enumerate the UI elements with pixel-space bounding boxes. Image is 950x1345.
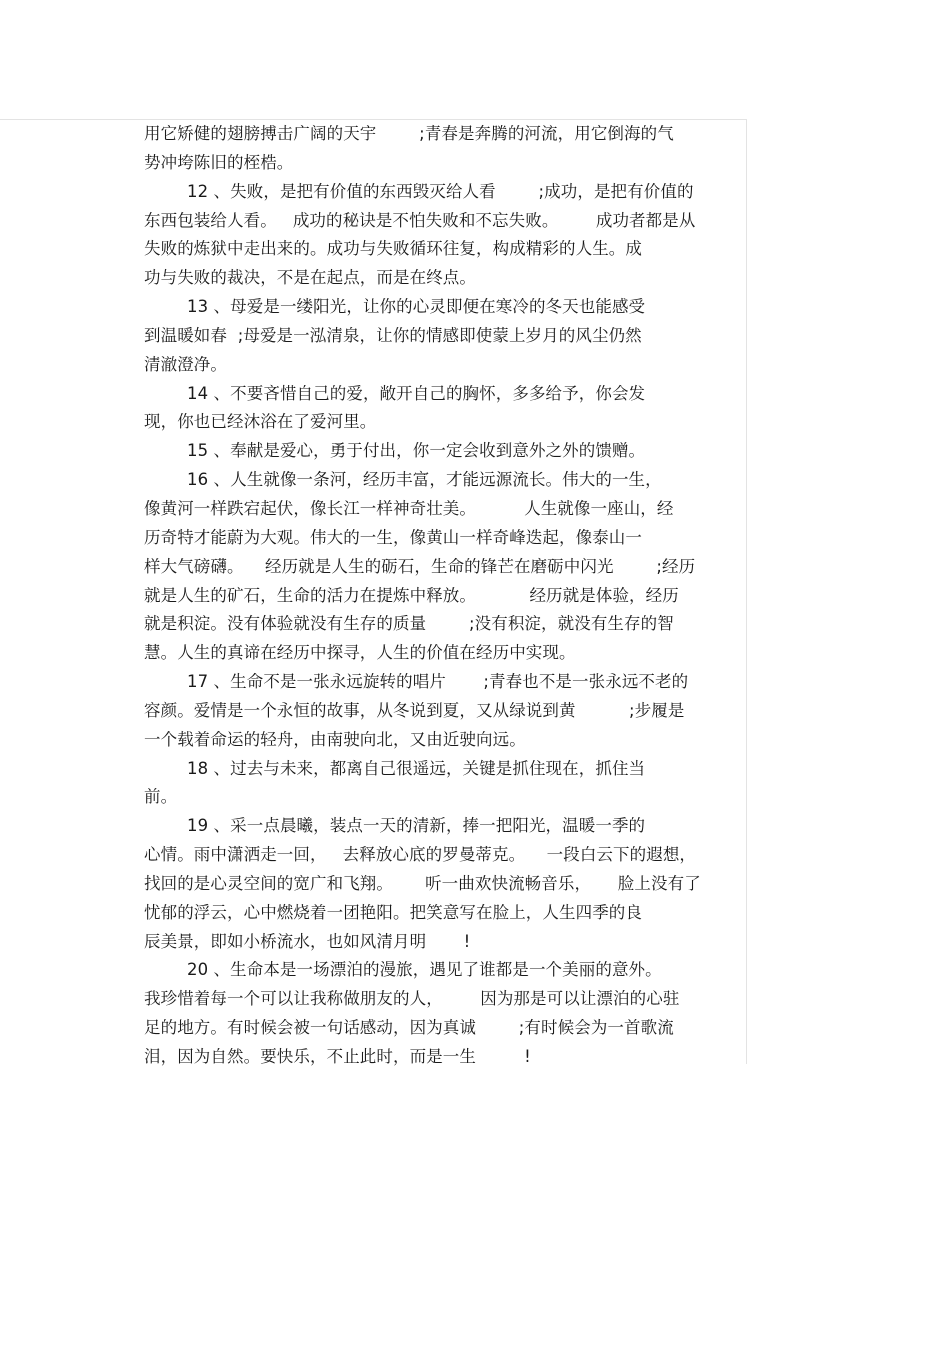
text-line: 像黄河一样跌宕起伏，像长江一样神奇壮美。 人生就像一座山，经 [144,498,674,518]
text-line: 心情。雨中潇洒走一回， 去释放心底的罗曼蒂克。 一段白云下的遐想， [144,845,697,865]
text-line: 足的地方。有时候会被一句话感动，因为真诚 ;有时候会为一首歌流 [144,1018,674,1038]
text-line: 到温暖如春 ;母爱是一泓清泉，让你的情感即使蒙上岁月的风尘仍然 [144,325,642,345]
text-line: 辰美景，即如小桥流水，也如风清月明 ! [144,931,471,951]
paragraph-13-start: 13 、母爱是一缕阳光，让你的心灵即便在寒冷的冬天也能感受 [187,297,646,317]
text-line: 前。 [144,787,178,807]
document-text-body [144,120,744,1072]
paragraph-12-start: 12 、失败，是把有价值的东西毁灭给人看 ;成功，是把有价值的 [187,181,694,201]
text-line: 功与失败的裁决，不是在起点，而是在终点。 [144,268,476,288]
paragraph-16-start: 16 、人生就像一条河，经历丰富，才能远源流长。伟大的一生， [187,470,662,490]
text-line: 容颜。爱情是一个永恒的故事，从冬说到夏，又从绿说到黄 ;步履是 [144,700,685,720]
text-line: 泪，因为自然。要快乐，不止此时，而是一生 ! [144,1047,531,1066]
paragraph-18-start: 18 、过去与未来，都离自己很遥远，关键是抓住现在，抓住当 [187,758,646,778]
paragraph-14-start: 14 、不要吝惜自己的爱，敞开自己的胸怀，多多给予，你会发 [187,383,646,403]
text-line: 慧。人生的真谛在经历中探寻，人生的价值在经历中实现。 [144,643,576,663]
text-line: 现，你也已经沐浴在了爱河里。 [144,412,377,432]
text-line: 我珍惜着每一个可以让我称做朋友的人， 因为那是可以让漂泊的心驻 [144,989,680,1009]
paragraph-15-start: 15 、奉献是爱心，勇于付出，你一定会收到意外之外的馈赠。 [187,441,646,461]
text-line: 找回的是心灵空间的宽广和飞翔。 听一曲欢快流畅音乐， 脸上没有了 [144,873,701,893]
text-line: 用它矫健的翅膀搏击广阔的天宇 ;青春是奔腾的河流，用它倒海的气 [144,124,674,143]
text-line: 清澈澄净。 [144,354,227,374]
text-line: 东西包装给人看。 成功的秘诀是不怕失败和不忘失败。 成功者都是从 [144,210,696,230]
text-line: 历奇特才能蔚为大观。伟大的一生，像黄山一样奇峰迭起，像泰山一 [144,527,642,547]
paragraph-20-start: 20 、生命本是一场漂泊的漫旅，遇见了谁都是一个美丽的意外。 [187,960,662,980]
text-line: 势冲垮陈旧的桎梏。 [144,152,294,172]
paragraph-17-start: 17 、生命不是一张永远旋转的唱片 ;青春也不是一张永远不老的 [187,672,689,692]
text-line: 样大气磅礴。 经历就是人生的砺石，生命的锋芒在磨砺中闪光 ;经历 [144,556,696,576]
text-line: 忧郁的浮云，心中燃烧着一团艳阳。把笑意写在脸上，人生四季的良 [144,902,642,922]
text-line: 失败的炼狱中走出来的。成功与失败循环往复，构成精彩的人生。成 [144,239,642,259]
text-line: 一个载着命运的轻舟，由南驶向北，又由近驶向远。 [144,729,526,749]
text-line: 就是人生的矿石，生命的活力在提炼中释放。 经历就是体验，经历 [144,585,679,605]
text-line: 就是积淀。没有体验就没有生存的质量 ;没有积淀，就没有生存的智 [144,614,674,634]
paragraph-19-start: 19 、采一点晨曦，装点一天的清新，捧一把阳光，温暖一季的 [187,816,646,836]
